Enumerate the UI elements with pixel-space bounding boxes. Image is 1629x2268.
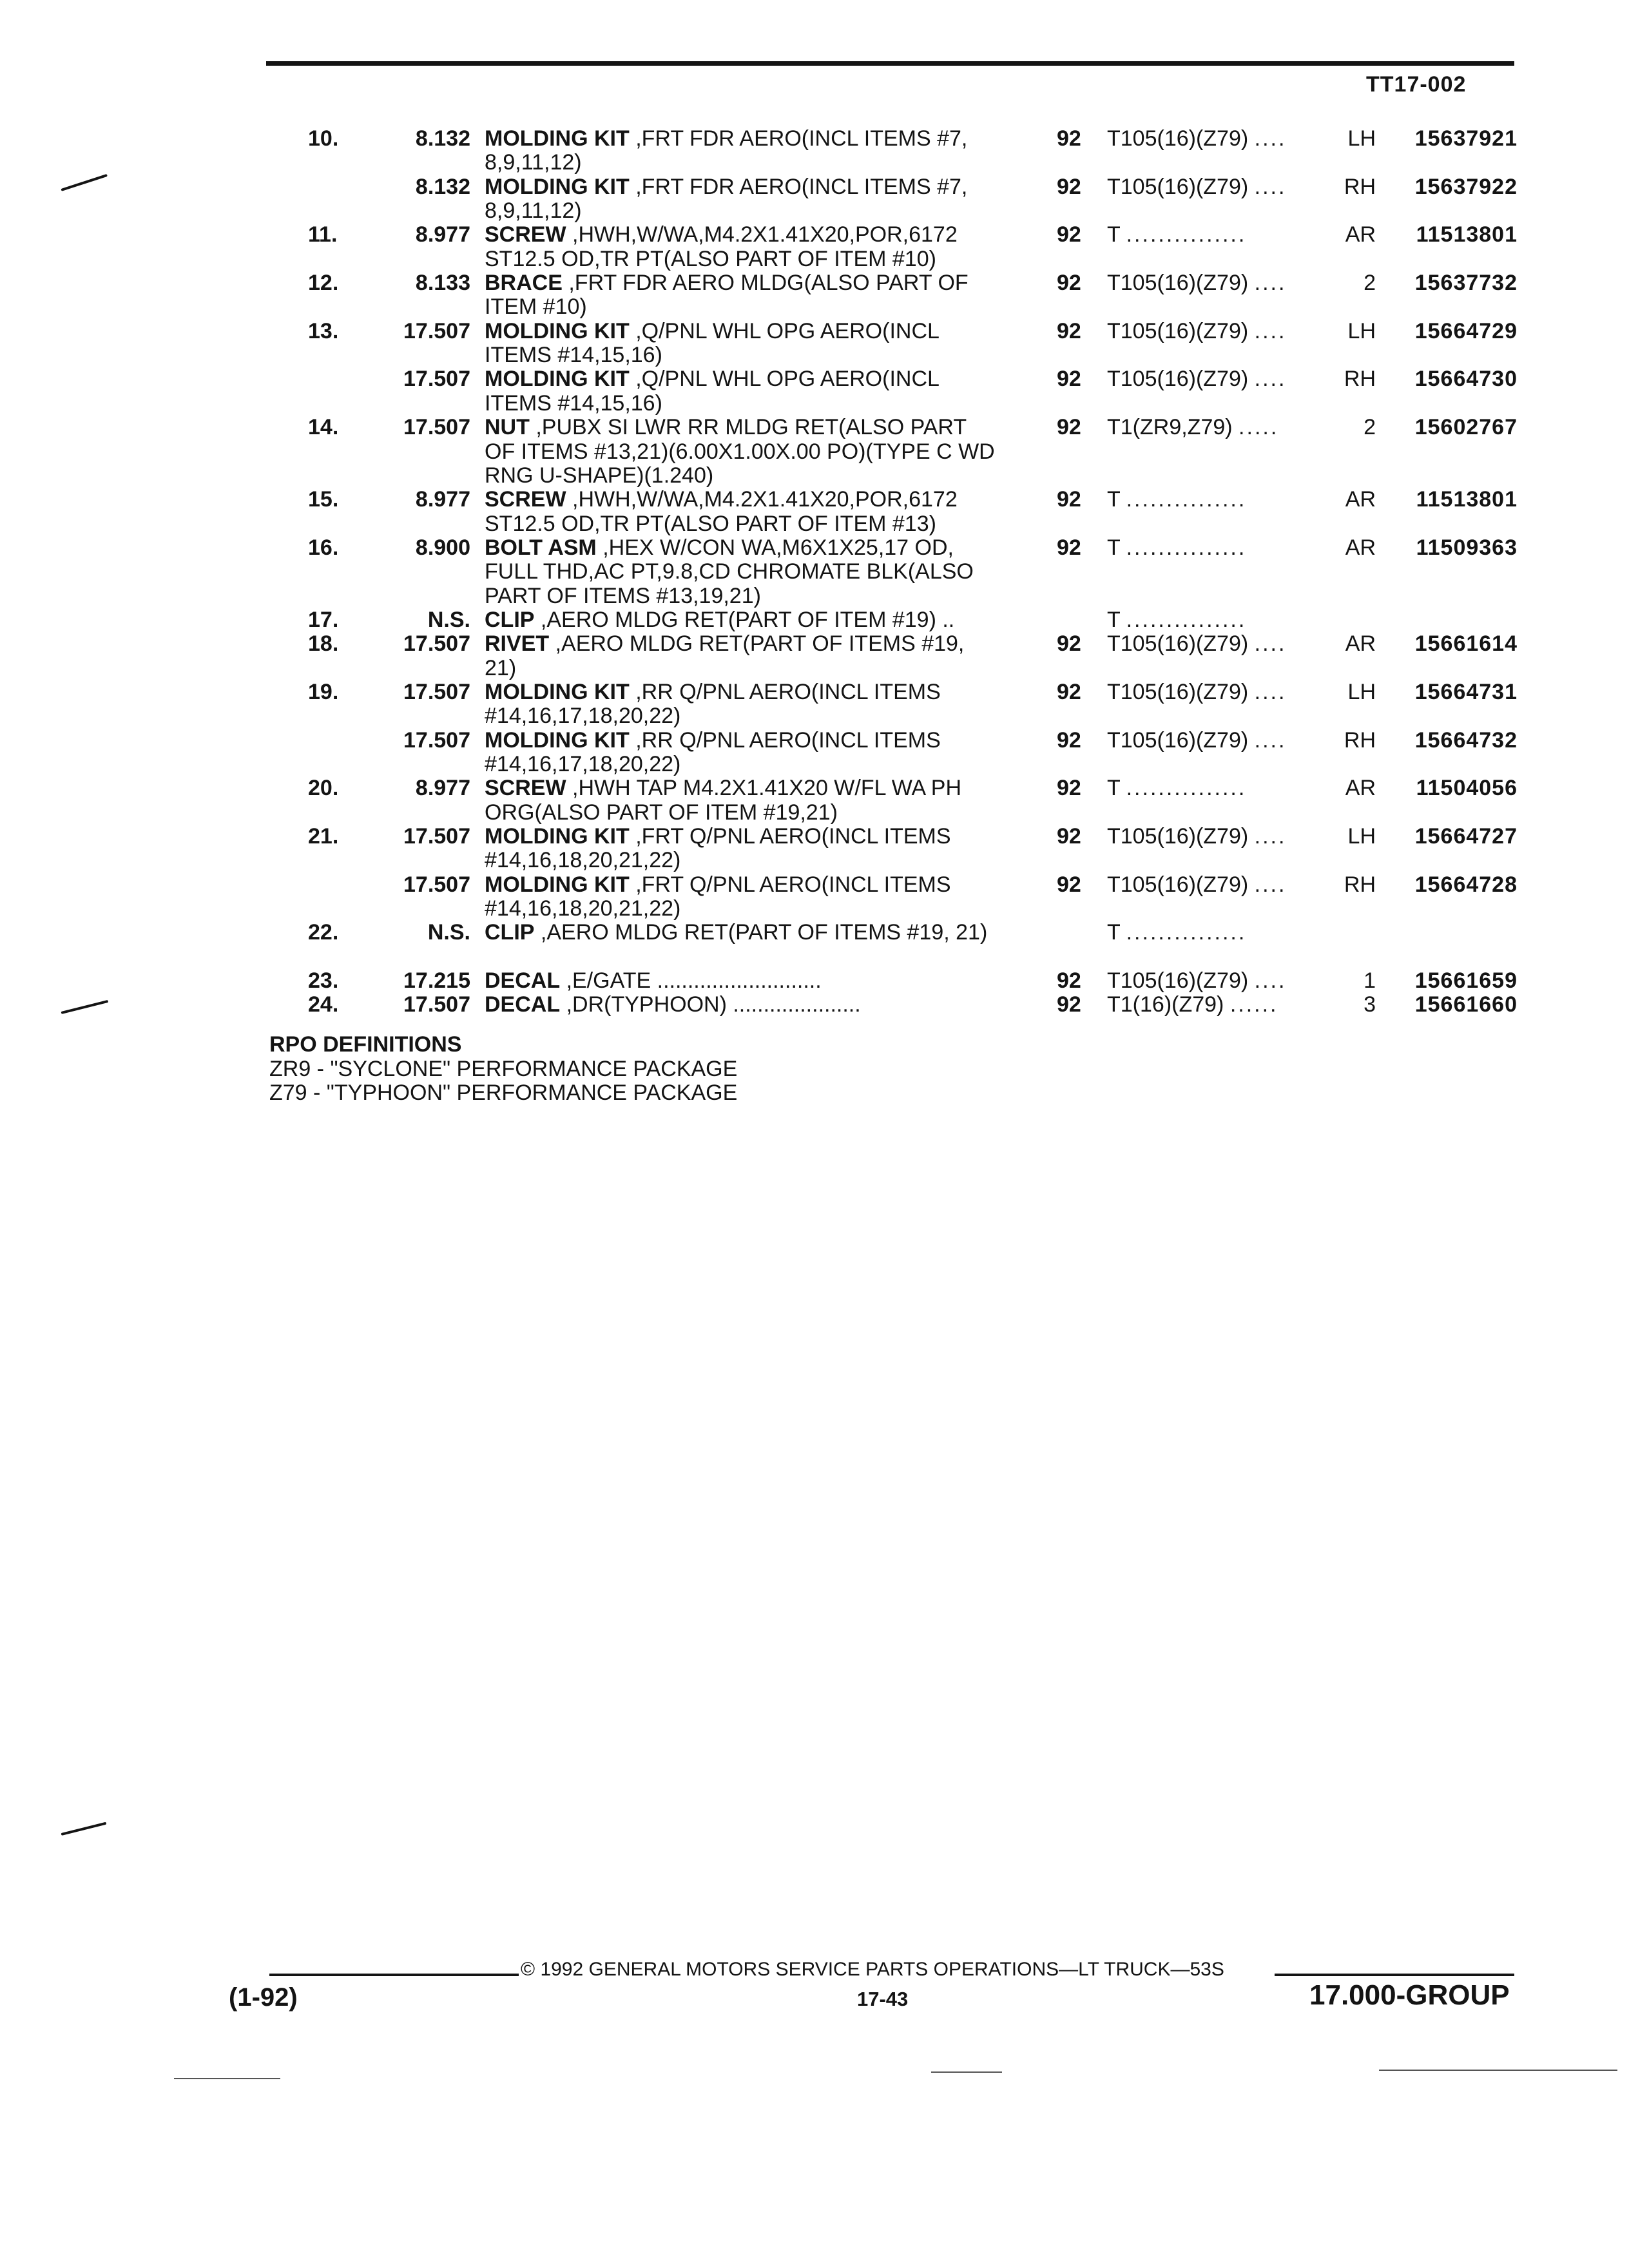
usage-code-text: T [1107,488,1121,512]
model-year: 92 [1057,823,1081,849]
quantity: LH [1347,679,1376,704]
part-name: DECAL [485,968,561,994]
part-description [485,536,1000,608]
part-detail: ,FRT FDR AERO(INCL ITEMS #7, 8,9,11,12) [485,174,968,224]
item-number: 24. [308,992,339,1017]
usage-code-text: T105(16)(Z79) [1107,127,1249,151]
part-description [485,729,1000,777]
usage-code-text: T105(16)(Z79) [1107,319,1249,343]
usage-code-text: T [1107,223,1121,247]
usage-code [1107,608,1326,632]
leader-dots: ...... [1229,993,1278,1017]
page-number: 17-43 [857,1988,909,2010]
part-detail: ,E/GATE ........................... [566,968,822,994]
usage-code [1107,969,1326,993]
part-name: CLIP [485,920,535,945]
part-number: 15664727 [1414,823,1518,849]
part-number: 15637922 [1414,174,1518,199]
item-number: 14. [308,415,339,440]
quantity: RH [1344,872,1376,897]
table-row [0,632,1629,680]
table-row [0,873,1629,921]
quantity: LH [1347,823,1376,849]
part-description [485,873,1000,921]
model-year: 92 [1057,776,1081,801]
model-year: 92 [1057,126,1081,151]
usage-code [1107,320,1326,343]
part-number: 15664731 [1414,679,1518,704]
part-detail: ,RR Q/PNL AERO(INCL ITEMS #14,16,17,18,20,22) [485,679,941,729]
part-description [485,488,1000,536]
leader-dots: .... [1254,632,1287,657]
leader-dots: .... [1254,367,1287,392]
item-number: 15. [308,487,339,512]
model-year: 92 [1057,872,1081,897]
part-detail: ,Q/PNL WHL OPG AERO(INCL ITEMS #14,15,16) [485,318,939,368]
usage-code [1107,488,1326,512]
part-number: 15637921 [1414,126,1518,151]
part-description [485,680,1000,729]
rpo-heading: RPO DEFINITIONS [269,1032,462,1057]
group-number: 17.507 [403,679,470,704]
group-number: 8.900 [415,535,470,560]
part-name: BRACE [485,271,563,296]
model-year: 92 [1057,271,1081,296]
part-description [485,367,1000,416]
item-number: 19. [308,679,339,704]
part-number: 15664728 [1414,872,1518,897]
quantity: AR [1345,776,1376,801]
quantity: AR [1345,631,1376,657]
leader-dots: .... [1254,824,1287,849]
part-detail: ,FRT FDR AERO(INCL ITEMS #7, 8,9,11,12) [485,126,968,175]
model-year: 92 [1057,487,1081,512]
part-name: NUT [485,415,530,440]
table-row [0,776,1629,825]
group-number: 17.507 [403,872,470,897]
part-detail: ,AERO MLDG RET(PART OF ITEMS #19, 21) [540,920,988,945]
usage-code-text: T105(16)(Z79) [1107,872,1249,897]
usage-code-text: T105(16)(Z79) [1107,271,1249,296]
part-name: MOLDING KIT [485,318,630,343]
part-description [485,969,1000,993]
leader-dots: .... [1254,969,1287,994]
part-name: MOLDING KIT [485,823,630,849]
table-row [0,729,1629,777]
part-description [485,320,1000,368]
item-number: 11. [308,222,338,247]
part-detail: ,HWH TAP M4.2X1.41X20 W/FL WA PH ORG(ALSO PART OF ITEM #19,21) [485,776,962,825]
part-number: 15664732 [1414,727,1518,753]
usage-code-text: T105(16)(Z79) [1107,632,1249,657]
part-number: 15661659 [1414,968,1518,994]
part-name: MOLDING KIT [485,174,630,199]
part-detail: ,HWH,W/WA,M4.2X1.41X20,POR,6172 ST12.5 OD,TR PT(ALSO PART OF ITEM #10) [485,222,958,271]
leader-dots: .... [1254,271,1287,296]
footer-rule-right [1275,1974,1514,1976]
scan-line [931,2071,1002,2073]
part-detail: ,AERO MLDG RET(PART OF ITEM #19) .. [540,607,955,632]
part-name: SCREW [485,776,566,801]
item-number: 20. [308,776,339,801]
footer-rule-left [269,1974,519,1976]
quantity: LH [1347,318,1376,343]
group-number: N.S. [427,920,470,945]
part-detail: ,DR(TYPHOON) ..................... [566,992,861,1017]
group-number: 17.507 [403,727,470,753]
usage-code-text: T105(16)(Z79) [1107,367,1249,392]
table-row [0,271,1629,320]
usage-code [1107,729,1326,753]
part-number: 11504056 [1416,776,1518,801]
usage-code-text: T105(16)(Z79) [1107,969,1249,994]
usage-code [1107,271,1326,295]
quantity: 2 [1364,415,1376,440]
part-detail: ,FRT Q/PNL AERO(INCL ITEMS #14,16,18,20,21,22) [485,872,951,921]
part-description [485,825,1000,873]
part-description [485,175,1000,224]
parts-list [0,127,1629,1017]
model-year: 92 [1057,992,1081,1017]
table-row [0,127,1629,175]
leader-dots: .... [1254,872,1287,897]
part-description [485,608,1000,632]
group-number: 8.133 [415,271,470,296]
table-row [0,367,1629,416]
item-number: 13. [308,318,339,343]
part-name: MOLDING KIT [485,126,630,151]
group-number: 8.977 [415,776,470,801]
part-name: BOLT ASM [485,535,597,560]
part-name: MOLDING KIT [485,367,630,392]
model-year: 92 [1057,318,1081,343]
part-number: 15664730 [1414,367,1518,392]
usage-code-text: T1(16)(Z79) [1107,993,1224,1017]
leader-dots: .... [1254,680,1287,704]
part-number: 11513801 [1416,222,1518,247]
part-description [485,776,1000,825]
item-number: 21. [308,823,339,849]
usage-code [1107,127,1326,151]
group-number: 17.000-GROUP [1309,1979,1510,2011]
header-rule [266,61,1514,66]
group-number: 8.977 [415,222,470,247]
group-number: 17.507 [403,823,470,849]
group-number: 17.507 [403,318,470,343]
usage-code-text: T105(16)(Z79) [1107,680,1249,704]
usage-code [1107,993,1326,1017]
part-detail: ,FRT FDR AERO MLDG(ALSO PART OF ITEM #10) [485,271,969,320]
table-row [0,175,1629,224]
model-year: 92 [1057,367,1081,392]
quantity: 1 [1364,968,1376,994]
model-year: 92 [1057,679,1081,704]
model-year: 92 [1057,415,1081,440]
usage-code-text: T105(16)(Z79) [1107,175,1249,199]
leader-dots: .... [1254,319,1287,343]
usage-code [1107,536,1326,560]
group-number: 17.507 [403,992,470,1017]
item-number: 22. [308,920,339,945]
table-row [0,223,1629,271]
part-name: RIVET [485,631,550,657]
leader-dots: ............... [1126,488,1247,512]
usage-code [1107,825,1326,849]
quantity: AR [1345,222,1376,247]
usage-code [1107,921,1326,945]
table-row [0,825,1629,873]
table-row [0,416,1629,488]
table-row [0,680,1629,729]
part-description [485,271,1000,320]
part-description [485,416,1000,488]
part-detail: ,HWH,W/WA,M4.2X1.41X20,POR,6172 ST12.5 OD,TR PT(ALSO PART OF ITEM #13) [485,487,958,536]
leader-dots: ............... [1126,776,1247,801]
group-number: 17.507 [403,631,470,657]
table-row [0,488,1629,536]
usage-code [1107,632,1326,656]
model-year: 92 [1057,535,1081,560]
quantity: AR [1345,535,1376,560]
item-number: 12. [308,271,339,296]
leader-dots: .... [1254,127,1287,151]
part-number: 11513801 [1416,487,1518,512]
part-number: 11509363 [1416,535,1518,560]
usage-code [1107,223,1326,247]
table-row [0,608,1629,632]
leader-dots: ............... [1126,608,1247,632]
group-number: 17.507 [403,415,470,440]
part-detail: ,Q/PNL WHL OPG AERO(INCL ITEMS #14,15,16) [485,367,939,416]
part-number: 15661660 [1414,992,1518,1017]
table-row [0,320,1629,368]
part-name: SCREW [485,222,566,247]
part-detail: ,HEX W/CON WA,M6X1X25,17 OD, FULL THD,AC PT,9.8,CD CHROMATE BLK(ALSO PART OF ITEMS #13,19,21) [485,535,974,608]
part-number: 15664729 [1414,318,1518,343]
part-description [485,223,1000,271]
quantity: AR [1345,487,1376,512]
item-number: 16. [308,535,339,560]
group-number: 17.215 [403,968,470,994]
group-number: 17.507 [403,367,470,392]
usage-code [1107,776,1326,800]
part-description [485,921,1000,945]
usage-code [1107,175,1326,199]
part-detail: ,RR Q/PNL AERO(INCL ITEMS #14,16,17,18,20,22) [485,727,941,776]
quantity: 2 [1364,271,1376,296]
model-year: 92 [1057,631,1081,657]
quantity: RH [1344,174,1376,199]
document-id: TT17-002 [1366,72,1467,97]
part-description [485,127,1000,175]
rpo-z79: Z79 - "TYPHOON" PERFORMANCE PACKAGE [269,1081,738,1105]
usage-code [1107,416,1326,439]
item-number: 23. [308,968,339,994]
leader-dots: ............... [1126,921,1247,945]
model-year: 92 [1057,174,1081,199]
quantity: RH [1344,367,1376,392]
rpo-zr9: ZR9 - "SYCLONE" PERFORMANCE PACKAGE [269,1056,738,1081]
table-row [0,969,1629,993]
usage-code-text: T105(16)(Z79) [1107,728,1249,753]
part-number: 15602767 [1414,415,1518,440]
usage-code [1107,873,1326,897]
quantity: LH [1347,126,1376,151]
scan-line [174,2078,280,2079]
model-year: 92 [1057,727,1081,753]
binding-mark [61,1822,107,1836]
usage-code-text: T [1107,535,1121,560]
copyright-notice: © 1992 GENERAL MOTORS SERVICE PARTS OPERATIONS—LT TRUCK—53S [521,1959,1224,1980]
item-number: 10. [308,126,339,151]
usage-code-text: T [1107,608,1121,632]
leader-dots: .... [1254,728,1287,753]
item-number: 18. [308,631,339,657]
part-name: MOLDING KIT [485,679,630,704]
leader-dots: ............... [1126,223,1247,247]
usage-code [1107,367,1326,391]
part-detail: ,FRT Q/PNL AERO(INCL ITEMS #14,16,18,20,21,22) [485,823,951,873]
leader-dots: ..... [1239,416,1279,440]
table-row [0,993,1629,1017]
model-year: 92 [1057,222,1081,247]
usage-code-text: T1(ZR9,Z79) [1107,416,1233,440]
usage-code-text: T [1107,776,1121,801]
part-name: MOLDING KIT [485,727,630,753]
part-description [485,632,1000,680]
group-number: 8.132 [415,174,470,199]
part-name: SCREW [485,487,566,512]
part-detail: ,AERO MLDG RET(PART OF ITEMS #19, 21) [485,631,965,680]
model-year: 92 [1057,968,1081,994]
part-detail: ,PUBX SI LWR RR MLDG RET(ALSO PART OF ITEMS #13,21)(6.00X1.00X.00 PO)(TYPE C WD RNG U-SHAPE)(1.240) [485,415,995,488]
usage-code-text: T [1107,921,1121,945]
item-number: 17. [308,607,339,632]
part-name: CLIP [485,607,535,632]
leader-dots: .... [1254,175,1287,199]
part-number: 15661614 [1414,631,1518,657]
quantity: RH [1344,727,1376,753]
rpo-definitions [269,1033,737,1106]
table-row [0,921,1629,969]
leader-dots: ............... [1126,535,1247,560]
group-number: N.S. [427,607,470,632]
table-row [0,536,1629,608]
part-number: 15637732 [1414,271,1518,296]
group-number: 8.132 [415,126,470,151]
quantity: 3 [1364,992,1376,1017]
part-name: DECAL [485,992,561,1017]
group-number: 8.977 [415,487,470,512]
usage-code [1107,680,1326,704]
scan-line [1379,2070,1617,2071]
usage-code-text: T105(16)(Z79) [1107,824,1249,849]
revision-date: (1-92) [229,1983,298,2012]
part-name: MOLDING KIT [485,872,630,897]
part-description [485,993,1000,1017]
